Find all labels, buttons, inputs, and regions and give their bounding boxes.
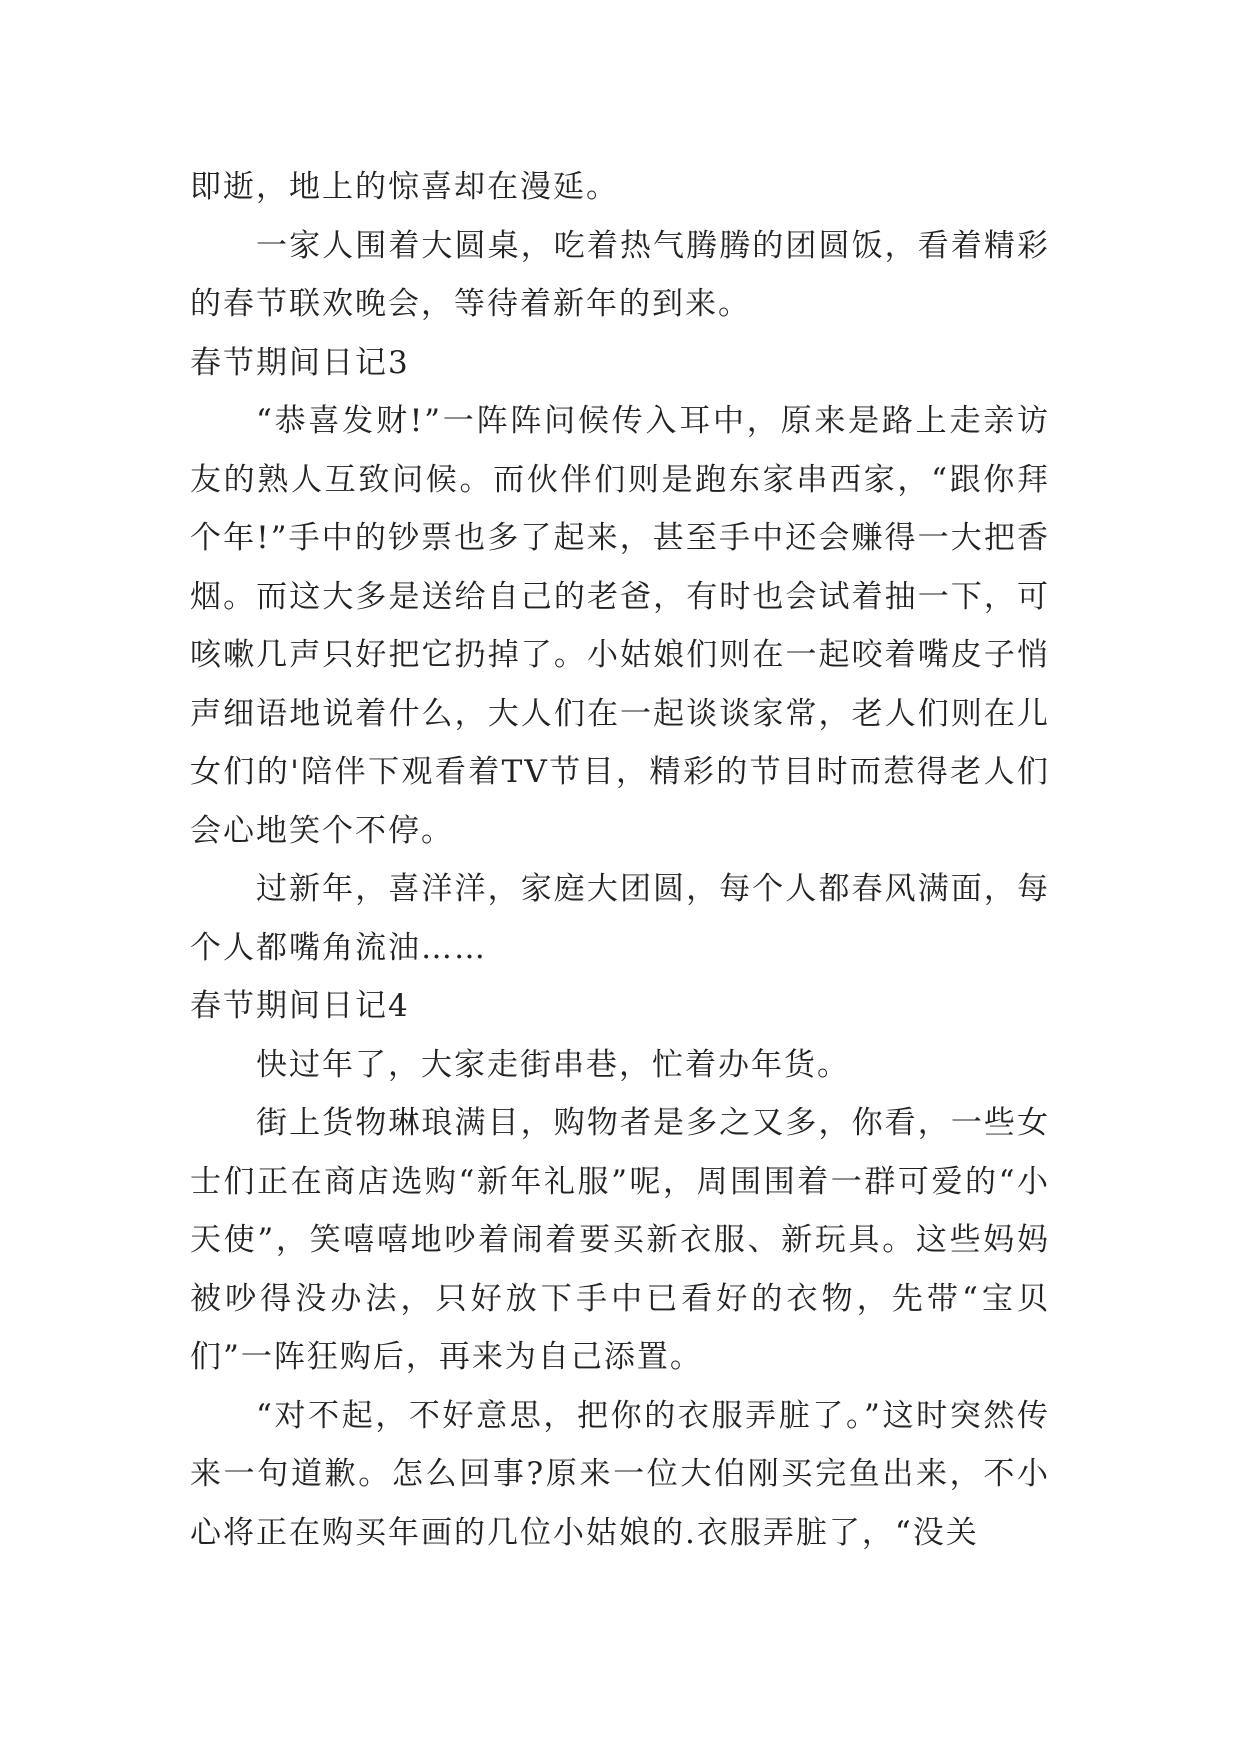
paragraph: 过新年，喜洋洋，家庭大团圆，每个人都春风满面，每个人都嘴角流油…… [190,871,1050,966]
section-heading: 春节期间日记4 [190,988,410,1024]
paragraph: 一家人围着大圆桌，吃着热气腾腾的团圆饭，看着精彩的春节联欢晚会，等待着新年的到来。 [190,227,1050,322]
section-heading: 春节期间日记3 [190,344,410,381]
document-body [190,158,1050,1562]
paragraph: “对不起，不好意思，把你的衣服弄脏了。”这时突然传来一句道歉。怎么回事?原来一位大伯刚买完鱼出来，不小心将正在购买年画的几位小姑娘的.衣服弄脏了，“没关 [190,1397,1050,1551]
paragraph-continuation: 即逝，地上的惊喜却在漫延。 [190,169,619,205]
paragraph: “恭喜发财!”一阵阵问候传入耳中，原来是路上走亲访友的熟人互致问候。而伙伴们则是跑东家串西家，“跟你拜个年!”手中的钞票也多了起来，甚至手中还会赚得一大把香烟。而这大多是送给自己的老爸，有时也会试着抽一下，可咳嗽几声只好把它扔掉了。小姑娘们则在一起咬着嘴皮子悄声细语地说着什么，大人们在一起谈谈家常，老人们则在儿女们的'陪伴下观看着TV节目，精彩的节目时而惹得老人们会心地笑个不停。 [190,403,1050,849]
paragraph: 快过年了，大家走街串巷，忙着办年货。 [256,1046,850,1083]
paragraph: 街上货物琳琅满目，购物者是多之又多，你看，一些女士们正在商店选购“新年礼服”呢，周围围着一群可爱的“小天使”，笑嘻嘻地吵着闹着要买新衣服、新玩具。这些妈妈被吵得没办法，只好放下手中已看好的衣物，先带“宝贝们”一阵狂购后，再来为自己添置。 [190,1105,1050,1375]
